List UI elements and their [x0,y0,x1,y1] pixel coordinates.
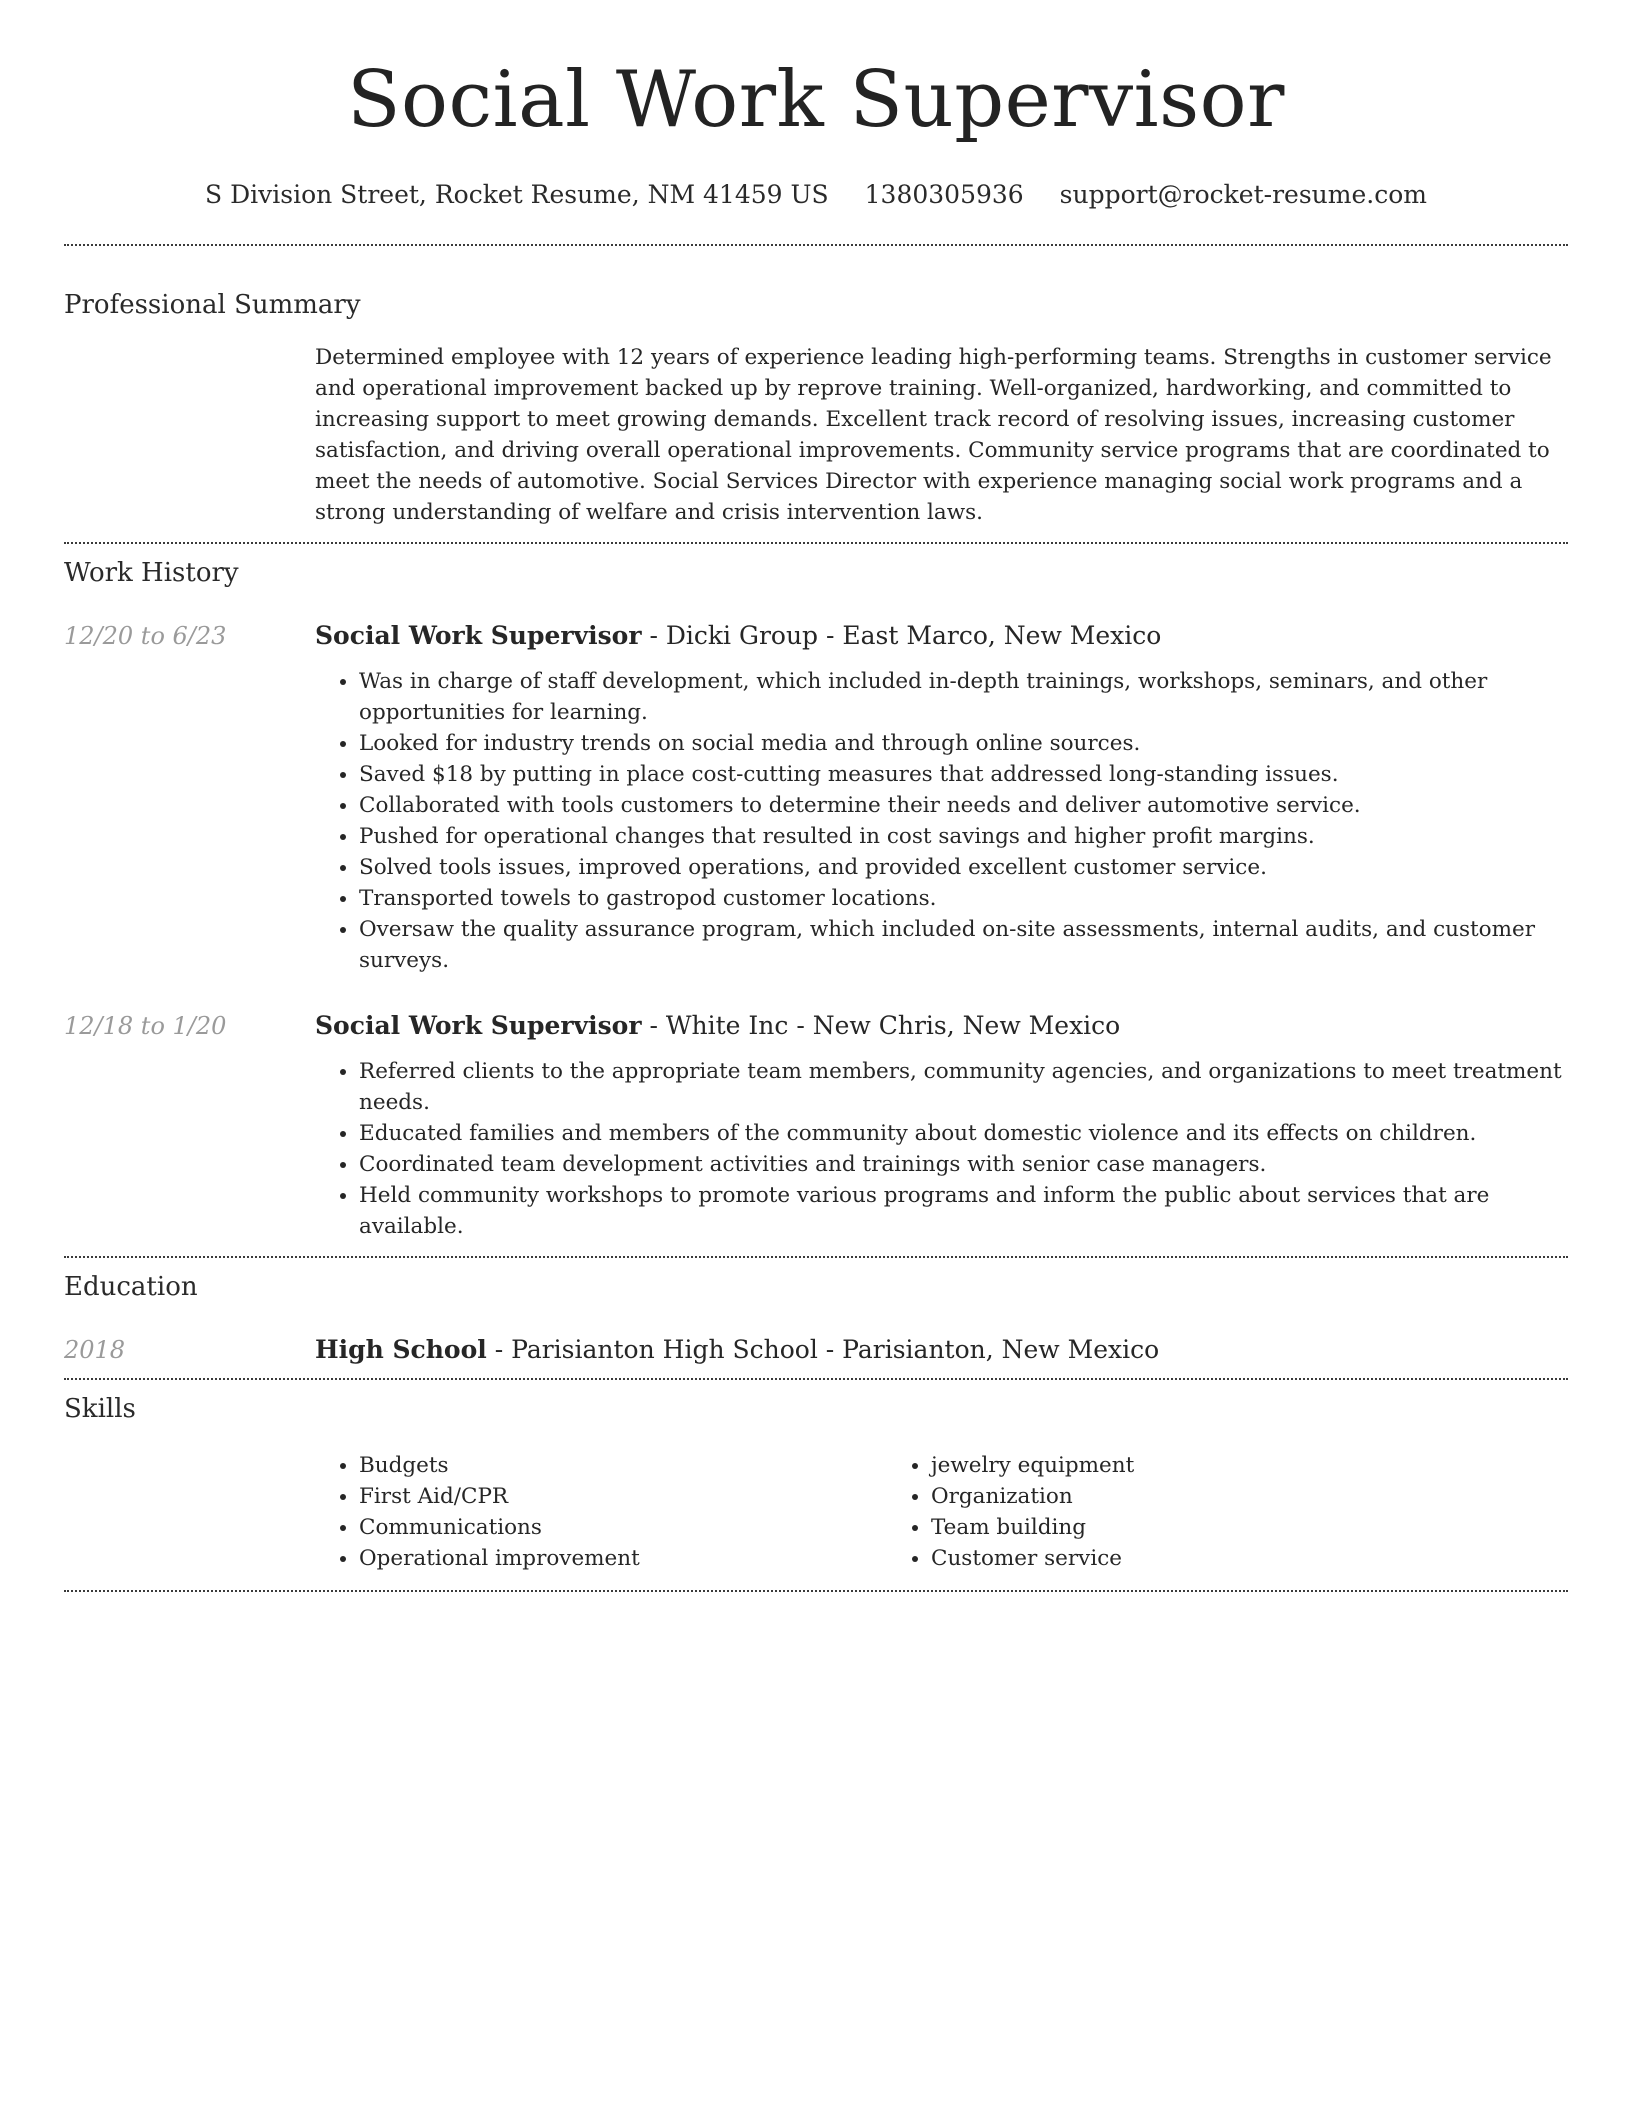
education-body [315,1334,1568,1366]
skill-item: • Operational improvement [359,1543,887,1574]
job-title: Social Work Supervisor [315,1011,642,1040]
skill-item: • First Aid/CPR [359,1481,887,1512]
skills-column-left [315,1450,887,1574]
job-bullet: • Coordinated team development activities and trainings with senior case managers. [359,1149,1568,1180]
education-section [64,1258,1568,1378]
skill-item: • Communications [359,1512,887,1543]
skill-item: • jewelry equipment [931,1450,1134,1481]
professional-summary-section [64,246,1568,542]
candidate-name: Social Work Supervisor [347,55,1285,145]
job-company-location: - White Inc - New Chris, New Mexico [641,1011,1121,1040]
skills-section [64,1380,1568,1590]
job-title: Social Work Supervisor [315,621,642,650]
job-bullet: • Solved tools issues, improved operations, and provided excellent customer service. [359,852,1568,883]
job-bullet: • Transported towels to gastropod customer locations. [359,883,1568,914]
job-heading [315,1010,1568,1042]
job-bullets [315,666,1568,976]
job-body [315,620,1568,976]
section-title-skills: Skills [64,1394,136,1424]
education-year: 2018 [64,1336,126,1364]
section-title-summary: Professional Summary [64,290,361,320]
job-entry [64,1010,1568,1256]
contact-email: support@rocket-resume.com [1059,180,1427,209]
job-bullet: • Was in charge of staff development, which included in-depth trainings, workshops, seminars, and other opportunities for learning. [359,666,1568,728]
work-history-section [64,544,1568,1256]
job-bullet: • Oversaw the quality assurance program, which included on-site assessments, internal audits, and customer surveys. [359,914,1568,976]
education-entry [64,1334,1568,1378]
job-company-location: - Dicki Group - East Marco, New Mexico [641,621,1162,650]
job-dates: 12/20 to 6/23 [64,622,227,650]
job-entry [64,620,1568,976]
summary-text: Determined employee with 12 years of experience leading high-performing teams. Strengths in customer service and operational improvement backed up by reprove training. Well-organized, hardworking, and committed to increasing support to meet growing demands. Excellent track record of resolving issues, increasing customer satisfaction, and driving overall operational improvements. Community service programs that are coordinated to meet the needs of automotive. Social Services Director with experience managing social work programs and a strong understanding of welfare and crisis intervention laws. [315,345,1552,525]
education-degree: High School [315,1335,487,1364]
education-school-location: - Parisianton High School - Parisianton, New Mexico [486,1335,1160,1364]
skill-item: • Budgets [359,1450,887,1481]
contact-phone: 1380305936 [864,180,1024,209]
section-title-education: Education [64,1272,198,1302]
section-divider [64,1590,1568,1592]
section-title-work-history: Work History [64,558,239,588]
job-bullet: • Collaborated with tools customers to determine their needs and deliver automotive service. [359,790,1568,821]
skill-item: • Team building [931,1512,1134,1543]
resume-header [64,0,1568,212]
job-bullet: • Pushed for operational changes that resulted in cost savings and higher profit margins. [359,821,1568,852]
job-bullet: • Referred clients to the appropriate team members, community agencies, and organizations to meet treatment needs. [359,1056,1568,1118]
job-bullet: • Educated families and members of the community about domestic violence and its effects on children. [359,1118,1568,1149]
job-heading [315,620,1568,652]
skills-list [315,1450,1568,1590]
education-heading [315,1334,1568,1366]
job-dates: 12/18 to 1/20 [64,1012,227,1040]
job-bullet: • Held community workshops to promote various programs and inform the public about services that are available. [359,1180,1568,1242]
contact-line [64,178,1568,212]
skill-item: • Customer service [931,1543,1134,1574]
job-bullet: • Saved $18 by putting in place cost-cutting measures that addressed long-standing issues. [359,759,1568,790]
contact-address: S Division Street, Rocket Resume, NM 41459 US [205,180,829,209]
job-bullet: • Looked for industry trends on social media and through online sources. [359,728,1568,759]
job-body [315,1010,1568,1256]
skills-column-right [887,1450,1134,1574]
job-bullets [315,1056,1568,1256]
skill-item: • Organization [931,1481,1134,1512]
